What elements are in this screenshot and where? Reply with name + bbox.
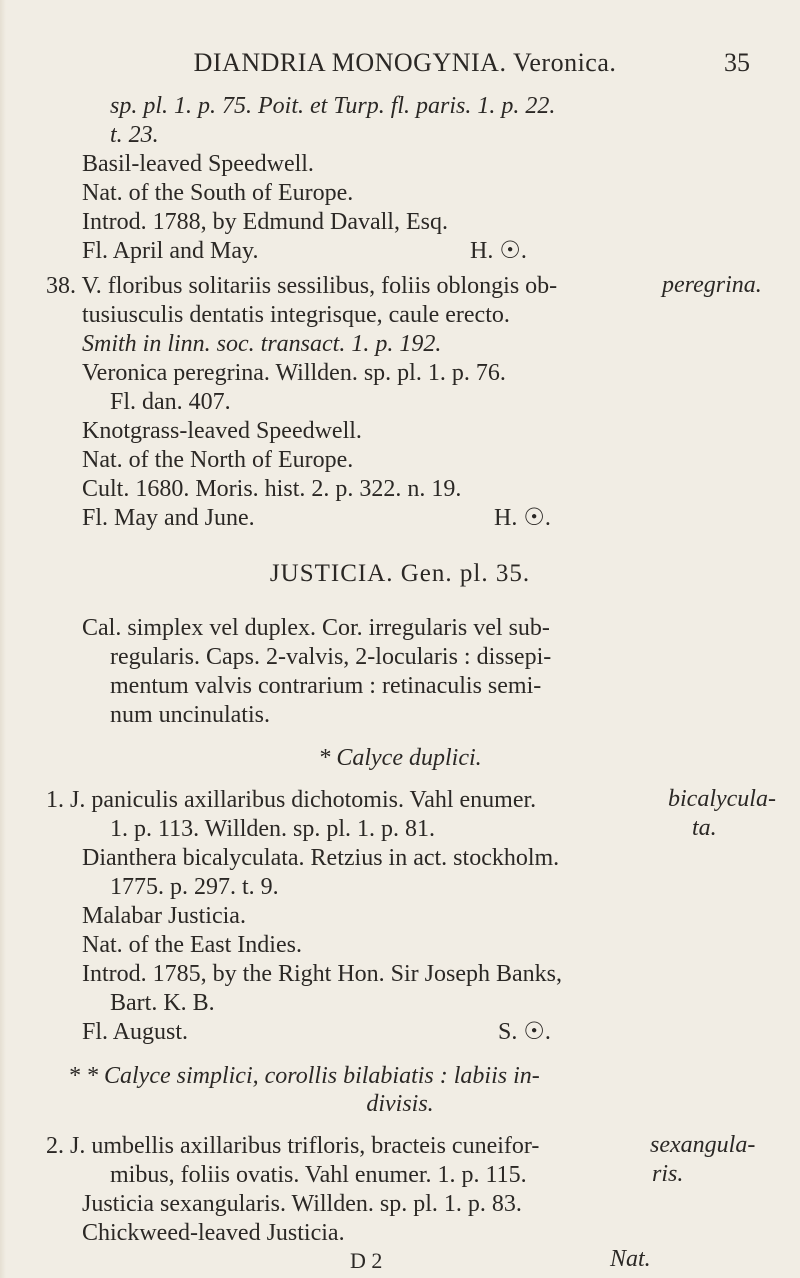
text-line: 38. V. floribus solitariis sessilibus, foliis oblongis ob-	[46, 273, 558, 299]
text-line: Cal. simplex vel duplex. Cor. irregularis vel sub-	[82, 615, 550, 641]
text-line: Justicia sexangularis. Willden. sp. pl. 1. p. 83.	[82, 1191, 522, 1217]
text-line: 1775. p. 297. t. 9.	[110, 874, 279, 900]
text-line: mibus, foliis ovatis. Vahl enumer. 1. p. 115.	[110, 1162, 527, 1188]
duration-mark: H. ☉.	[494, 505, 551, 531]
page-number: 35	[724, 48, 750, 77]
text-line: tusiusculis dentatis integrisque, caule erecto.	[82, 302, 510, 328]
margin-species-name: bicalycula-	[668, 786, 776, 812]
text-line: Smith in linn. soc. transact. 1. p. 192.	[82, 331, 442, 357]
page-edge	[0, 0, 6, 1278]
genus-heading: JUSTICIA. Gen. pl. 35.	[269, 560, 531, 587]
margin-species-name: ta.	[692, 815, 717, 841]
text-line: Dianthera bicalyculata. Retzius in act. stockholm.	[82, 845, 560, 871]
text-line: sp. pl. 1. p. 75. Poit. et Turp. fl. paris. 1. p. 22.	[110, 93, 556, 119]
text-line: Malabar Justicia.	[82, 903, 246, 929]
running-title: DIANDRIA MONOGYNIA. Veronica.	[193, 48, 617, 77]
text-line: Nat. of the East Indies.	[82, 932, 302, 958]
text-line: 1. J. paniculis axillaribus dichotomis. Vahl enumer.	[46, 787, 537, 813]
margin-species-name: ris.	[652, 1161, 684, 1187]
section-heading: * Calyce duplici.	[318, 745, 482, 771]
duration-mark: S. ☉.	[498, 1019, 551, 1045]
text-line: regularis. Caps. 2-valvis, 2-locularis : dissepi-	[110, 644, 552, 670]
text-line: Bart. K. B.	[110, 990, 215, 1016]
text-line: Knotgrass-leaved Speedwell.	[82, 418, 362, 444]
text-line: 1. p. 113. Willden. sp. pl. 1. p. 81.	[110, 816, 436, 842]
text-line: Basil-leaved Speedwell.	[82, 151, 314, 177]
text-line: Veronica peregrina. Willden. sp. pl. 1. p. 76.	[82, 360, 506, 386]
text-line: Fl. April and May.	[82, 238, 259, 264]
signature-mark: D 2	[350, 1248, 383, 1273]
text-line: Fl. May and June.	[82, 505, 255, 531]
text-line: num uncinulatis.	[110, 702, 270, 728]
text-line: Nat. of the South of Europe.	[82, 180, 354, 206]
margin-species-name: sexangula-	[650, 1132, 756, 1158]
catchword: Nat.	[610, 1246, 651, 1272]
text-line: Fl. dan. 407.	[110, 389, 231, 415]
text-line: Nat. of the North of Europe.	[82, 447, 354, 473]
text-line: Cult. 1680. Moris. hist. 2. p. 322. n. 19.	[82, 476, 462, 502]
text-line: mentum valvis contrarium : retinaculis semi-	[110, 673, 542, 699]
text-line: Introd. 1788, by Edmund Davall, Esq.	[82, 209, 448, 235]
text-line: Chickweed-leaved Justicia.	[82, 1220, 345, 1246]
margin-species-name: peregrina.	[662, 272, 762, 298]
text-line: t. 23.	[110, 122, 159, 148]
section-heading-cont: divisis.	[366, 1091, 434, 1117]
text-line: Fl. August.	[82, 1019, 189, 1045]
text-line: 2. J. umbellis axillaribus trifloris, bracteis cuneifor-	[46, 1133, 540, 1159]
running-header	[60, 48, 750, 88]
duration-mark: H. ☉.	[470, 238, 527, 264]
section-heading: * * Calyce simplici, corollis bilabiatis : labiis in-	[68, 1063, 540, 1089]
text-line: Introd. 1785, by the Right Hon. Sir Joseph Banks,	[82, 961, 562, 987]
